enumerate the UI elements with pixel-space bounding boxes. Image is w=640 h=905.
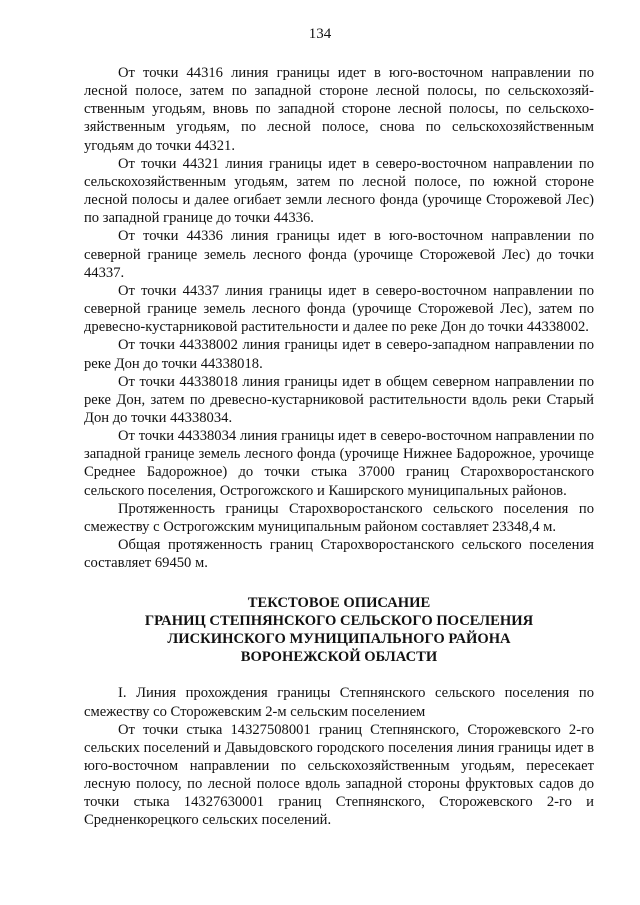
paragraph: От точки 44338034 линия границы идет в северо-восточном направлении по западной границе земель лесного фонда (урочище Нижнее Бадорожное, урочище Среднее Бадорожное) до точки стыка 37000 границ Старохворостанского сельского поселения, Острогожского и Каширского муниципальных районов. (84, 428, 594, 499)
document-body (84, 64, 594, 830)
paragraph: От точки 44321 линия границы идет в северо-восточном направлении по сельскохозяйственным угодьям, затем по лесной полосе, по южной стороне лесной полосы и далее огибает земли лесного фонда (урочище Сторожевой Лес) по западной границе до точки 44336. (84, 155, 594, 227)
paragraph: От точки 44337 линия границы идет в северо-восточном направлении по северной границе земель лесного фонда (урочище Сторожевой Лес), затем по древесно-кустарниковой растительности и далее по реке Дон до точки 44338002. (84, 282, 594, 336)
paragraph: От точки 44336 линия границы идет в юго-восточном направлении по северной границе земель лесного фонда (урочище Сторожевой Лес) до точки 44337. (84, 228, 594, 281)
section-title (84, 594, 594, 666)
title-line: ЛИСКИНСКОГО МУНИЦИПАЛЬНОГО РАЙОНА (167, 631, 511, 648)
paragraph: Протяженность границы Старохворостанского сельского поселения по смежеству с Острогожским муниципальным районом составляет 23348,4 м. (84, 500, 594, 535)
paragraph: От точки 44338002 линия границы идет в северо-западном направлении по реке Дон до точки 44338018. (84, 337, 594, 372)
page-number: 134 (308, 26, 332, 42)
paragraph: I. Линия прохождения границы Степнянского сельского поселения по смежеству со Сторожевским 2-м сельским поселением (84, 685, 594, 720)
paragraph: Общая протяженность границ Старохворостанского сельского поселения составляет 69450 м. (84, 537, 594, 572)
title-line: ВОРОНЕЖСКОЙ ОБЛАСТИ (240, 649, 438, 666)
paragraph: От точки 44338018 линия границы идет в общем северном направлении по реке Дон, затем по древесно-кустарниковой растительности вдоль реки Старый Дон до точки 44338034. (84, 373, 594, 426)
title-line: ТЕКСТОВОЕ ОПИСАНИЕ (247, 595, 431, 612)
title-line: ГРАНИЦ СТЕПНЯНСКОГО СЕЛЬСКОГО ПОСЕЛЕНИЯ (144, 613, 534, 630)
paragraph: От точки стыка 14327508001 границ Степнянского, Сторожевского 2-го сельских поселений и Давыдовского городского поселения линия границы идет в юго-восточном направлении по сельскохозяйственным угодьям, пересекает лесную полосу, по лесной полосе вдоль западной стороны фруктовых садов до точки стыка 14327630001 границ Степнянского, Сторожевского 2-го и Средненкорецкого сельских поселений. (84, 721, 594, 829)
paragraph: От точки 44316 линия границы идет в юго-восточном направлении по лесной полосе, затем по западной стороне лесной полосы, по сельскохозяйственным угодьям, вновь по западной стороне лесной полосы, по сельскохозяйственным угодьям, по лесной полосе, снова по сельскохозяйственным угодьям до точки 44321. (84, 65, 594, 154)
